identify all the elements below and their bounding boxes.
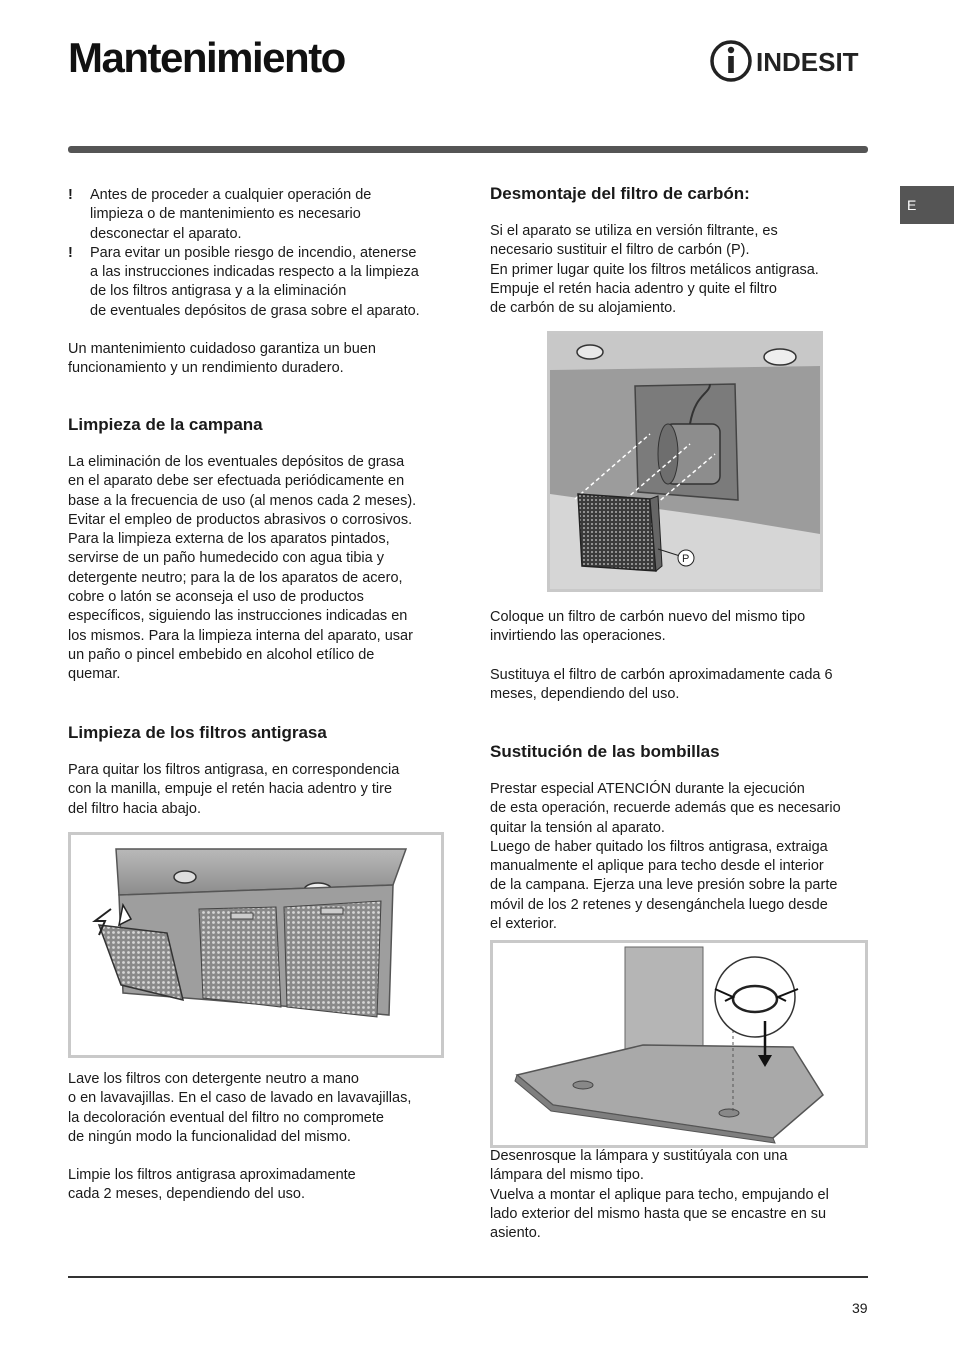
text-line: lámpara del mismo tipo. — [490, 1167, 644, 1184]
text-line: Si el aparato se utiliza en versión filtrante, es — [490, 223, 778, 239]
figure-label-p: P — [682, 553, 690, 565]
text-line: Coloque un filtro de carbón nuevo del mismo tipo — [490, 609, 806, 625]
text-line: limpieza o de mantenimiento es necesario — [90, 206, 361, 223]
warning-2 — [68, 244, 458, 321]
text-line: Para evitar un posible riesgo de incendio, atenerse — [90, 244, 417, 261]
text-line: Limpie los filtros antigrasa aproximadamente — [68, 1167, 356, 1184]
text-line: necesario sustituir el filtro de carbón (P). — [490, 242, 750, 259]
figure-lamp-replacement — [490, 940, 868, 1148]
warning-mark: ! — [68, 244, 73, 261]
warning-1 — [68, 186, 458, 244]
text-line: de esta operación, recuerde además que es necesario — [490, 800, 841, 817]
text-line: meses, dependiendo del uso. — [490, 685, 680, 702]
lamp-illustration — [493, 943, 865, 1145]
text-line: los mismos. Para la limpieza interna del aparato, usar — [68, 627, 413, 644]
text-line: del filtro hacia abajo. — [68, 800, 201, 817]
text-line: Un mantenimiento cuidadoso garantiza un buen — [68, 341, 376, 358]
footer-rule — [68, 1276, 868, 1278]
text-line: a las instrucciones indicadas respecto a la limpieza — [90, 264, 419, 281]
text-line: quitar la tensión al aparato. — [490, 819, 665, 836]
text-line: la decoloración eventual del filtro no compromete — [68, 1109, 384, 1126]
section-heading: Limpieza de los filtros antigrasa — [68, 723, 327, 742]
text-line: quemar. — [68, 666, 121, 683]
indesit-logo — [710, 38, 870, 84]
text-line: desconectar el aparato. — [90, 225, 242, 242]
text-line: Antes de proceder a cualquier operación de — [90, 187, 372, 203]
brand-name: INDESIT — [756, 47, 859, 77]
text-line: de ningún modo la funcionalidad del mismo. — [68, 1128, 351, 1145]
text-line: Lave los filtros con detergente neutro a mano — [68, 1071, 359, 1087]
carbon-filter-illustration — [550, 334, 820, 589]
text-line: de eventuales depósitos de grasa sobre el aparato. — [90, 302, 420, 319]
text-line: Empuje el retén hacia adentro y quite el filtro — [490, 280, 777, 297]
text-line: móvil de los 2 retenes y desengánchela luego desde — [490, 896, 828, 913]
page-number: 39 — [852, 1300, 868, 1316]
text-line: específicos, siguiendo las instrucciones indicadas en — [68, 608, 408, 625]
text-line: asiento. — [490, 1225, 541, 1242]
text-line: servirse de un paño humedecido con agua tibia y — [68, 550, 384, 567]
text-line: Luego de haber quitado los filtros antigrasa, extraiga — [490, 838, 828, 855]
text-line: lado exterior del mismo hasta que se encastre en su — [490, 1205, 827, 1222]
section-heading: Limpieza de la campana — [68, 415, 263, 434]
text-line: o en lavavajillas. En el caso de lavado en lavavajillas, — [68, 1090, 412, 1107]
text-line: Prestar especial ATENCIÓN durante la ejecución — [490, 781, 805, 797]
section-filtros-after — [68, 1070, 458, 1205]
text-line: cobre o latón se aconseja el uso de productos — [68, 589, 364, 606]
text-line: funcionamiento y un rendimiento duradero. — [68, 360, 344, 377]
section-carbon-after — [490, 608, 880, 704]
section-limpieza-filtros — [68, 722, 458, 819]
section-bombillas-after — [490, 1147, 880, 1243]
text-line: manualmente el aplique para techo desde el interior — [490, 858, 824, 875]
figure-carbon-filter — [547, 331, 823, 592]
text-line: de carbón de su alojamiento. — [490, 300, 677, 317]
text-line: un paño o pincel embebido en alcohol etílico de — [68, 646, 375, 663]
text-line: de los filtros antigrasa y a la eliminación — [90, 283, 347, 300]
text-line: base a la frecuencia de uso (al menos cada 2 meses). — [68, 492, 417, 509]
header-rule — [68, 146, 868, 153]
text-line: La eliminación de los eventuales depósitos de grasa — [68, 454, 405, 470]
text-line: En primer lugar quite los filtros metálicos antigrasa. — [490, 261, 819, 278]
page-title: Mantenimiento — [68, 34, 345, 81]
text-line: detergente neutro; para la de los aparatos de acero, — [68, 569, 403, 586]
section-filtro-carbon — [490, 183, 880, 318]
text-line: con la manilla, empuje el retén hacia adentro y tire — [68, 781, 393, 798]
text-line: Sustituya el filtro de carbón aproximadamente cada 6 — [490, 666, 833, 683]
text-line: Para quitar los filtros antigrasa, en correspondencia — [68, 762, 400, 778]
language-tab: E — [900, 186, 954, 224]
section-bombillas — [490, 741, 880, 934]
text-line: Vuelva a montar el aplique para techo, empujando el — [490, 1186, 829, 1203]
text-line: en el aparato debe ser efectuada periódicamente en — [68, 473, 405, 490]
text-line: de la campana. Ejerza una leve presión sobre la parte — [490, 877, 838, 894]
text-line: Evitar el empleo de productos abrasivos o corrosivos. — [68, 511, 413, 528]
text-line: cada 2 meses, dependiendo del uso. — [68, 1186, 306, 1203]
hood-filters-illustration — [71, 835, 441, 1055]
text-line: el exterior. — [490, 916, 557, 933]
section-heading: Desmontaje del filtro de carbón: — [490, 184, 750, 203]
warning-mark: ! — [68, 187, 73, 203]
text-line: Para la limpieza externa de los aparatos pintados, — [68, 531, 390, 548]
text-line: Desenrosque la lámpara y sustitúyala con una — [490, 1148, 788, 1164]
text-line: invirtiendo las operaciones. — [490, 628, 666, 645]
left-column — [68, 186, 458, 379]
section-limpieza-campana — [68, 414, 458, 685]
figure-grease-filters — [68, 832, 444, 1058]
section-heading: Sustitución de las bombillas — [490, 742, 720, 761]
